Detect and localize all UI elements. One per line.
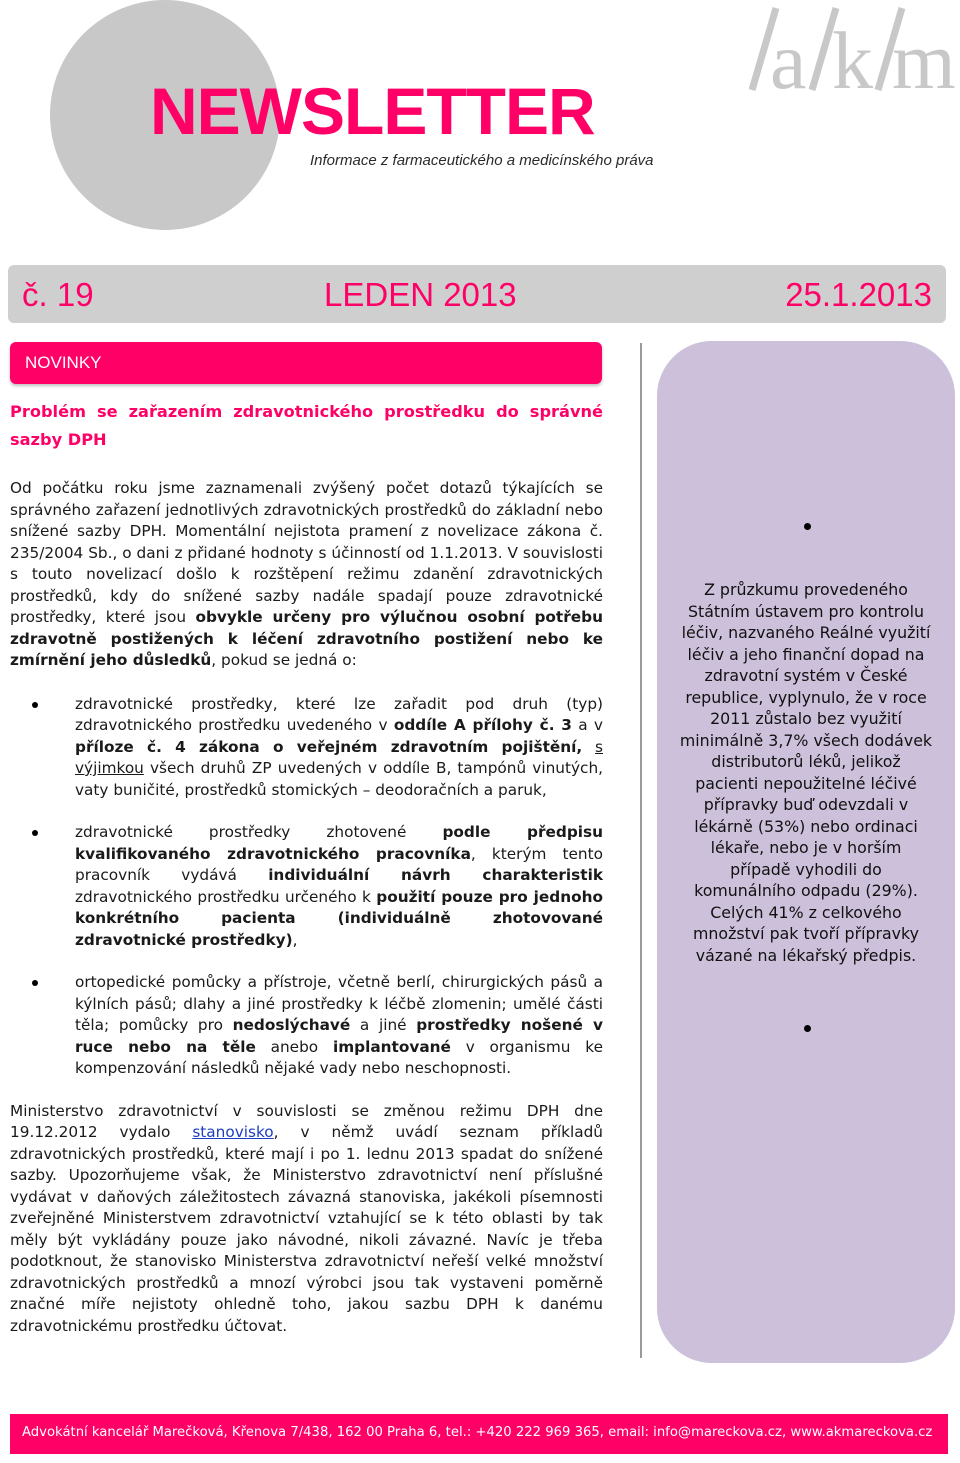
text-run: ortopedické pomůcky a přístroje, včetně berlí, chirurgických pásů a kýlních pásů; dlahy a jiné prostředky k léčbě zlomenin; umělé části těla; pomůcky pro bbox=[75, 973, 603, 1034]
text-run: , bbox=[292, 930, 298, 949]
text-run: v organismu ke kompenzování následků nějaké vady nebo neschopnosti. bbox=[75, 1037, 603, 1077]
akm-logo bbox=[720, 0, 960, 100]
footer-contact: Advokátní kancelář Marečková, Křenova 7/438, 162 00 Praha 6, tel.: +420 222 969 365, email: info@mareckova.cz, www.akmareckova.cz bbox=[22, 1425, 933, 1440]
bullet-icon bbox=[32, 702, 38, 708]
svg-text:m: m bbox=[892, 15, 956, 100]
stanovisko-link[interactable]: stanovisko bbox=[192, 1123, 274, 1141]
text-run-bold: prostředky nošené v ruce nebo na těle bbox=[75, 1016, 603, 1056]
text-run: zdravotnické prostředky, které lze zařadit pod druh (typ) zdravotnického prostředku uvedeného v bbox=[75, 694, 603, 734]
sidebar-box bbox=[657, 341, 955, 1363]
column-divider bbox=[640, 343, 642, 1358]
text-run: , kterým tento pracovník vydává bbox=[75, 844, 603, 884]
article-paragraph-ministry bbox=[10, 1101, 603, 1338]
footer-bar bbox=[10, 1414, 948, 1454]
section-label: NOVINKY bbox=[25, 353, 102, 372]
text-run: zdravotnického prostředku určeného k bbox=[75, 887, 377, 906]
bullet-icon bbox=[804, 523, 811, 530]
issue-number: č. 19 bbox=[22, 276, 94, 313]
bullet-icon bbox=[32, 830, 38, 836]
text-run: , v němž uvádí seznam příkladů zdravotnických prostředků, které mají i po 1. lednu 2013 spadat do snížené sazby. Upozorňujeme však, že Ministerstvo zdravotnictví není příslušné vydávat v daňových záležitostech závazná stanoviska, jakékoli písemnosti zveřejněné Ministerstvem zdravotnictví vztahující se k této oblasti by tak měly být vykládány pouze jako návodné, nikoli závazné. Navíc je třeba podotknout, že stanovisko Ministerstva zdravotnictví neřeší velké množství zdravotnických prostředků a mnozí výrobci jsou tak vystaveni poměrně značné míře nejistoty ohledně toho, jakou sazbu DPH k danému zdravotnickému prostředku účtovat. bbox=[10, 1123, 603, 1335]
list-item bbox=[10, 972, 603, 1080]
text-run: anebo bbox=[255, 1037, 333, 1056]
text-run-bold: použití pouze pro jednoho konkrétního pacienta (individuálně zhotovované zdravotnické prostředky) bbox=[75, 887, 603, 949]
text-run-bold: obvykle určeny pro výlučnou osobní potřebu zdravotně postižených k léčení zdravotního postižení nebo ke zmírnění jeho důsledků bbox=[10, 608, 603, 669]
text-run-bold: implantované bbox=[332, 1037, 451, 1056]
newsletter-subtitle: Informace z farmaceutického a medicínského práva bbox=[310, 152, 654, 169]
issue-bar bbox=[8, 265, 946, 323]
section-header-novinky bbox=[10, 342, 602, 384]
issue-date: 25.1.2013 bbox=[785, 276, 932, 313]
sidebar-text: Z průzkumu provedeného Státním ústavem pro kontrolu léčiv, nazvaného Reálné využití léčiv a jeho finanční dopad na zdravotní systém v České republice, vyplynulo, že v roce 2011 zůstalo bez využití minimálně 3,7% všech dodávek distributorů léků, jelikož pacienti nepoužitelné léčivé přípravky buď odevzdali v lékárně (53%) nebo ordinaci lékaře, nebo je v horším případě vyhodili do komunálního odpadu (29%). Celých 41% z celkového množství pak tvoří přípravky vázané na lékařský předpis. bbox=[679, 580, 933, 965]
article-title: Problém se zařazením zdravotnického prostředku do správné sazby DPH bbox=[10, 402, 603, 449]
text-run-bold: individuální návrh charakteristik bbox=[268, 866, 603, 884]
text-run-bold: oddíle A přílohy č. 3 bbox=[393, 716, 572, 734]
text-run: , pokud se jedná o: bbox=[211, 651, 357, 669]
text-run-bold: příloze č. 4 zákona o veřejném zdravotním pojištění, bbox=[75, 737, 583, 756]
text-run: a jiné bbox=[350, 1016, 417, 1034]
text-run: všech druhů ZP uvedených v oddíle B, tampónů vinutých, vaty buničité, prostředků stomických – deodoračních a paruk, bbox=[75, 759, 603, 799]
text-run-bold: podle předpisu kvalifikovaného zdravotnického pracovníka bbox=[75, 823, 604, 863]
text-run: zdravotnické prostředky zhotovené bbox=[75, 823, 443, 841]
issue-month: LEDEN 2013 bbox=[324, 276, 517, 313]
text-run-bold: nedoslýchavé bbox=[232, 1016, 351, 1034]
svg-text:k: k bbox=[832, 15, 873, 100]
article-bullet-list bbox=[10, 694, 603, 1080]
newsletter-title: NEWSLETTER bbox=[150, 74, 595, 148]
list-item bbox=[10, 822, 603, 951]
article-paragraph-intro bbox=[10, 478, 603, 672]
bullet-icon bbox=[32, 980, 38, 986]
list-item bbox=[10, 694, 603, 802]
text-run-underline: s výjimkou bbox=[75, 737, 603, 777]
text-run: a v bbox=[571, 716, 603, 734]
bullet-icon bbox=[804, 1025, 811, 1032]
text-run bbox=[582, 738, 595, 756]
svg-text:a: a bbox=[770, 15, 807, 100]
article bbox=[10, 398, 603, 1337]
text-run: Ministerstvo zdravotnictví v souvislosti se změnou režimu DPH dne 19.12.2012 vydalo bbox=[10, 1101, 603, 1141]
text-run: Od počátku roku jsme zaznamenali zvýšený počet dotazů týkajících se správného zařazení jednotlivých zdravotnických prostředků do základní nebo snížené sazby DPH. Momentální nejistota pramení z novelizace zákona č. 235/2004 Sb., o dani z přidané hodnoty s účinností od 1.1.2013. V souvislosti s touto novelizací došlo k rozštěpení režimu zdanění zdravotnických prostředků, kdy do snížené sazby nadále spadají pouze zdravotnické prostředky, které jsou bbox=[10, 479, 603, 626]
